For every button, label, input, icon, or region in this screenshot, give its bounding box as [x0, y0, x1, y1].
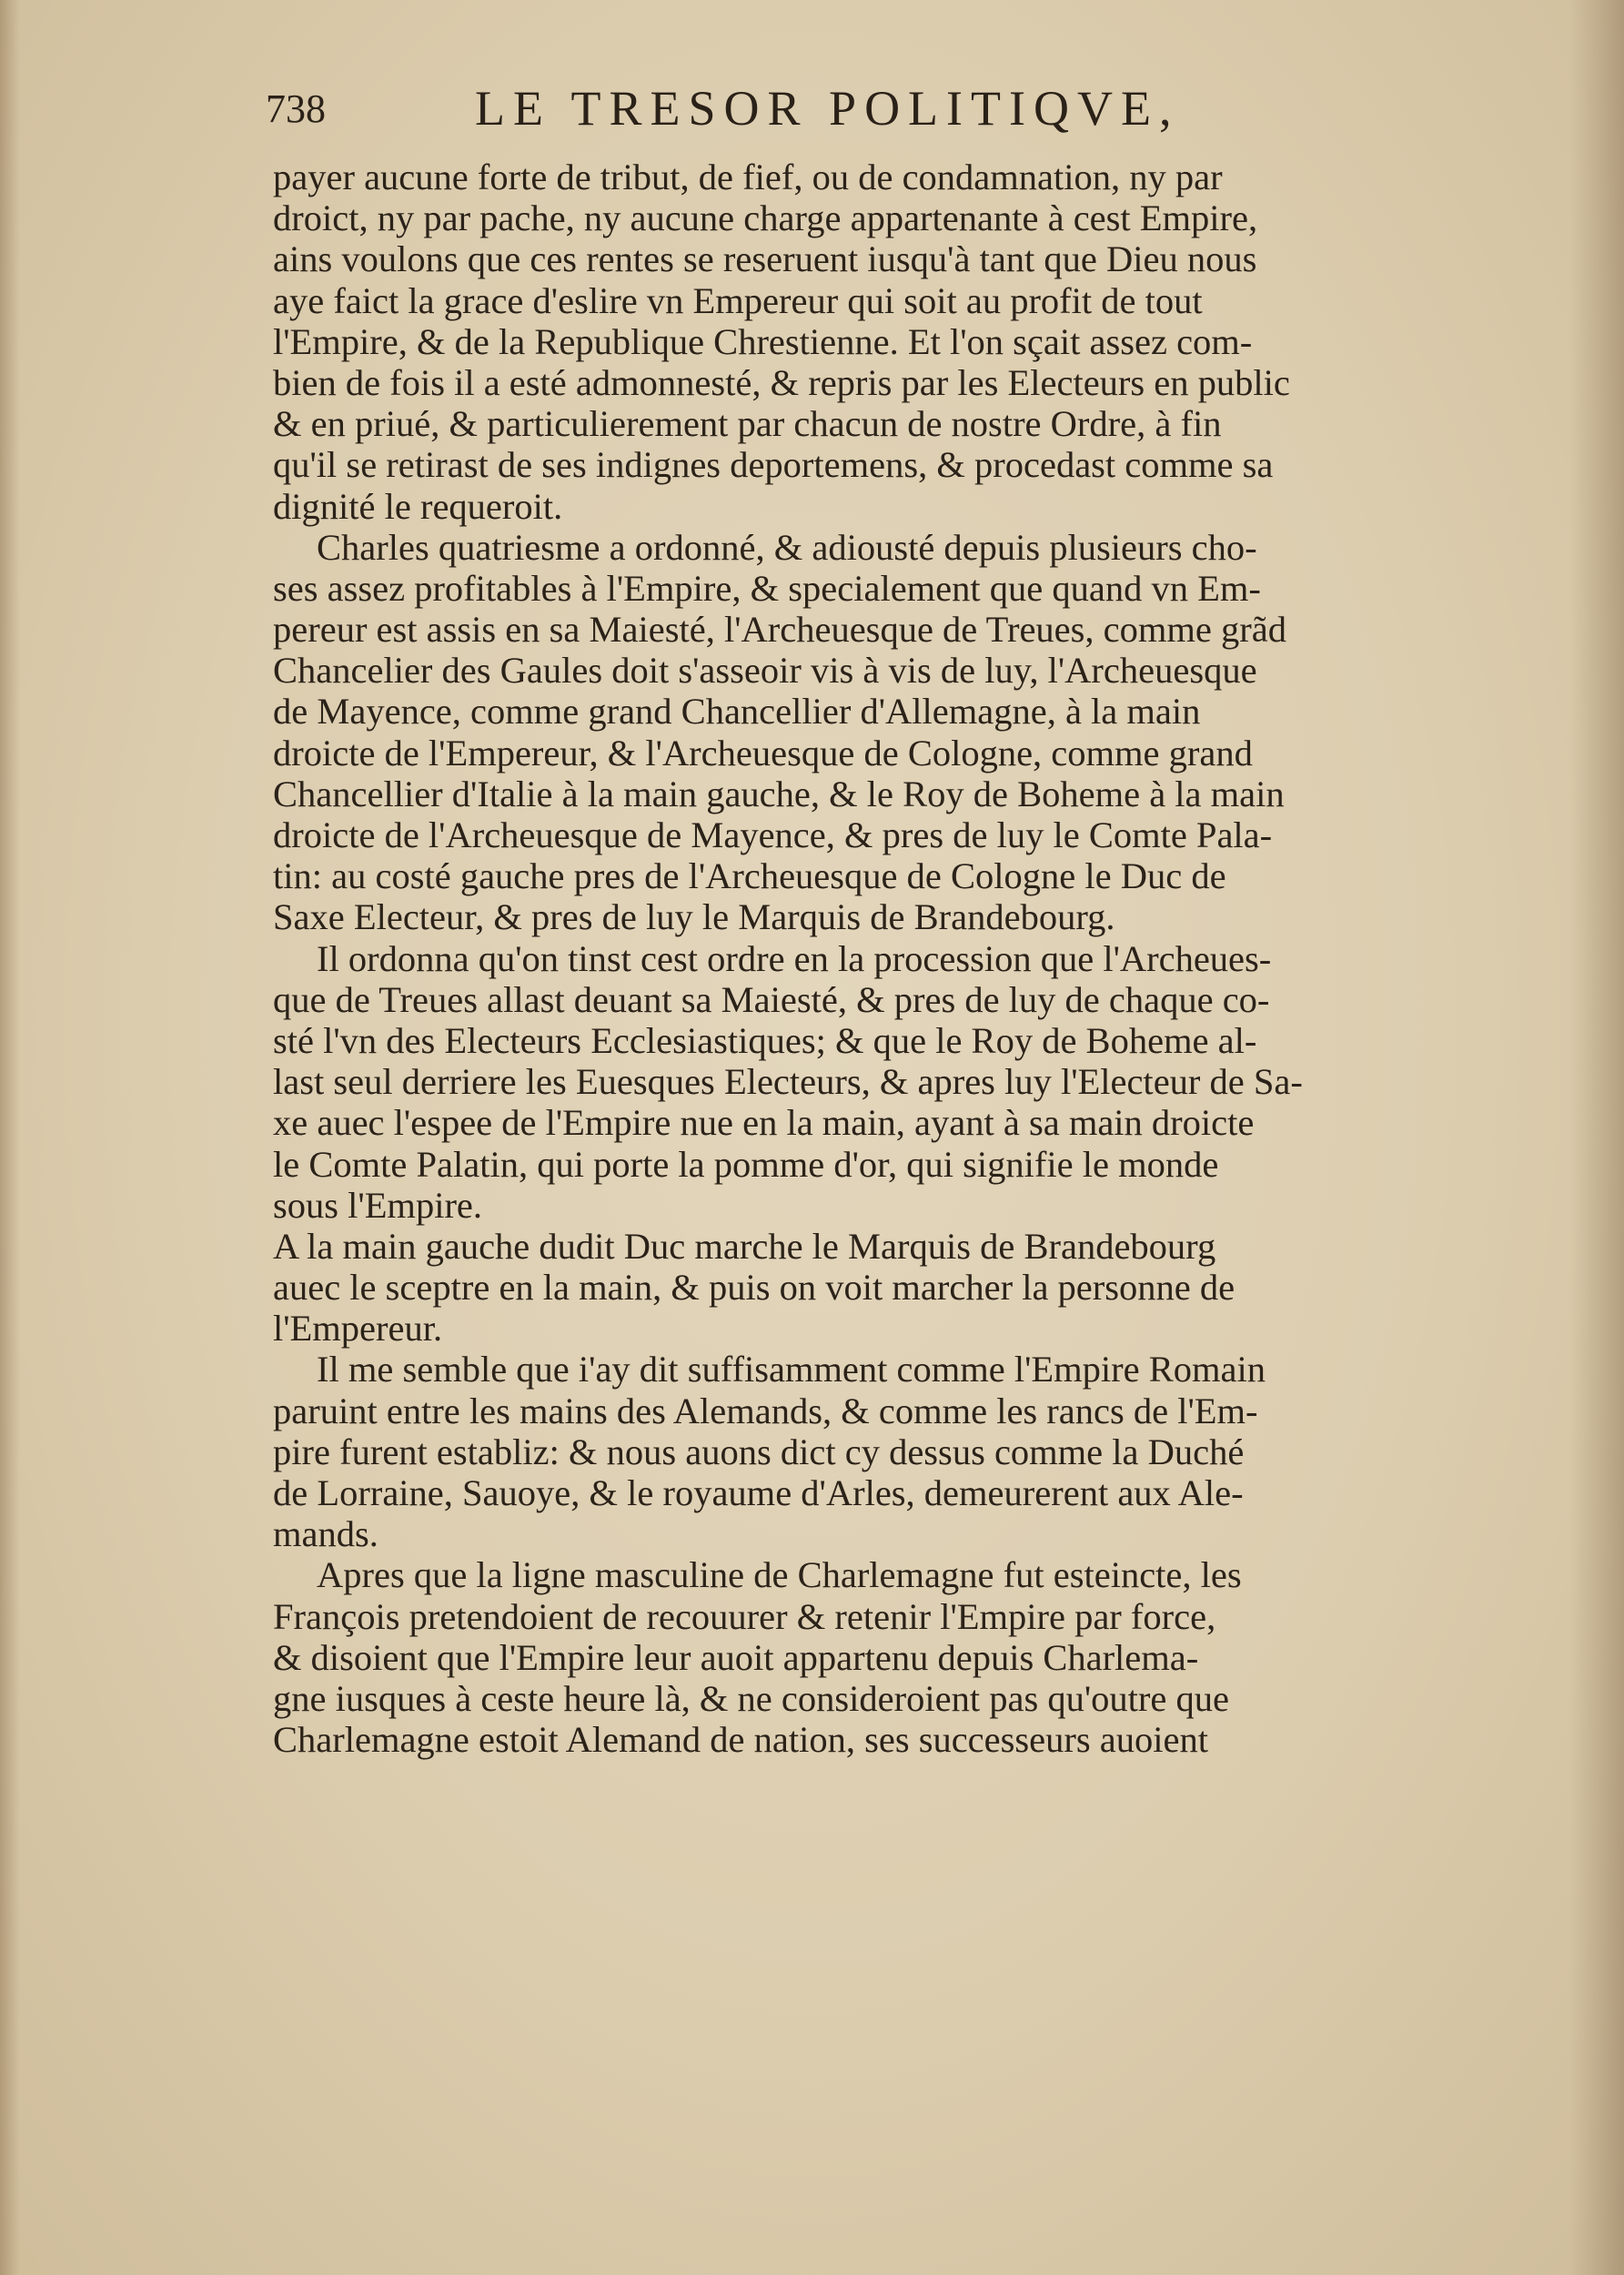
text-line: Saxe Electeur, & pres de luy le Marquis de Brandebourg.	[273, 896, 1115, 938]
page-spine-shadow	[1569, 0, 1624, 2275]
text-line: dignité le requeroit.	[273, 485, 563, 527]
page-number: 738	[266, 86, 326, 131]
page-header	[266, 80, 1430, 144]
running-head: LE TRESOR POLITIQVE,	[475, 81, 1180, 136]
body-text	[273, 157, 1447, 1760]
text-line: le Comte Palatin, qui porte la pomme d'or, qui signifie le monde	[273, 1143, 1219, 1185]
text-line: Charles quatriesme a ordonné, & adiousté depuis plusieurs cho-	[317, 526, 1257, 568]
text-line: Apres que la ligne masculine de Charlemagne fut esteincte, les	[317, 1554, 1242, 1596]
text-line: bien de fois il a esté admonnesté, & repris par les Electeurs en public	[273, 361, 1290, 403]
text-line: & disoient que l'Empire leur auoit appartenu depuis Charlema-	[273, 1636, 1199, 1678]
text-line: pire furent establiz: & nous auons dict cy dessus comme la Duché	[273, 1431, 1245, 1472]
text-line: François pretendoient de recouurer & retenir l'Empire par force,	[273, 1595, 1216, 1637]
text-line: mands.	[273, 1513, 378, 1555]
text-line: sous l'Empire.	[273, 1184, 483, 1226]
text-line: sté l'vn des Electeurs Ecclesiastiques; & que le Roy de Boheme al-	[273, 1019, 1257, 1061]
text-line: auec le sceptre en la main, & puis on voit marcher la personne de	[273, 1267, 1236, 1309]
text-line: Charlemagne estoit Alemand de nation, ses successeurs auoient	[273, 1719, 1208, 1761]
text-line: last seul derriere les Euesques Electeurs, & apres luy l'Electeur de Sa-	[273, 1061, 1303, 1103]
page-left-edge	[0, 0, 20, 2275]
text-line: xe auec l'espee de l'Empire nue en la main, ayant à sa main droicte	[273, 1102, 1255, 1144]
text-line: Il me semble que i'ay dit suffisamment comme l'Empire Romain	[317, 1349, 1266, 1390]
text-line: droict, ny par pache, ny aucune charge appartenante à cest Empire,	[273, 197, 1258, 239]
text-line: Chancellier d'Italie à la main gauche, & le Roy de Boheme à la main	[273, 773, 1285, 814]
text-line: & en priué, & particulierement par chacun de nostre Ordre, à fin	[273, 403, 1222, 445]
text-line: de Lorraine, Sauoye, & le royaume d'Arles, demeurerent aux Ale-	[273, 1472, 1244, 1513]
text-line: paruint entre les mains des Alemands, & comme les rancs de l'Em-	[273, 1390, 1258, 1431]
text-line: ses assez profitables à l'Empire, & specialement que quand vn Em-	[273, 567, 1261, 609]
text-line: Il ordonna qu'on tinst cest ordre en la procession que l'Archeues-	[317, 937, 1272, 979]
text-line: droicte de l'Empereur, & l'Archeuesque de Cologne, comme grand	[273, 732, 1253, 774]
text-line: Chancelier des Gaules doit s'asseoir vis à vis de luy, l'Archeuesque	[273, 650, 1257, 692]
text-line: que de Treues allast deuant sa Maiesté, & pres de luy de chaque co-	[273, 978, 1270, 1020]
text-line: tin: au costé gauche pres de l'Archeuesque de Cologne le Duc de	[273, 855, 1226, 897]
text-line: pereur est assis en sa Maiesté, l'Archeuesque de Treues, comme grãd	[273, 609, 1286, 651]
text-line: l'Empire, & de la Republique Chrestienne. Et l'on sçait assez com-	[273, 320, 1253, 362]
text-line: de Mayence, comme grand Chancellier d'Allemagne, à la main	[273, 691, 1201, 733]
text-line: aye faict la grace d'eslire vn Empereur qui soit au profit de tout	[273, 279, 1203, 321]
text-line: qu'il se retirast de ses indignes deportemens, & procedast comme sa	[273, 444, 1274, 486]
text-line: payer aucune forte de tribut, de fief, ou de condamnation, ny par	[273, 157, 1223, 197]
text-line: gne iusques à ceste heure là, & ne consideroient pas qu'outre que	[273, 1677, 1229, 1719]
text-line: l'Empereur.	[273, 1308, 443, 1350]
text-line: droicte de l'Archeuesque de Mayence, & pres de luy le Comte Pala-	[273, 814, 1273, 855]
text-line: A la main gauche dudit Duc marche le Marquis de Brandebourg	[273, 1225, 1216, 1267]
text-line: ains voulons que ces rentes se reseruent iusqu'à tant que Dieu nous	[273, 238, 1257, 280]
